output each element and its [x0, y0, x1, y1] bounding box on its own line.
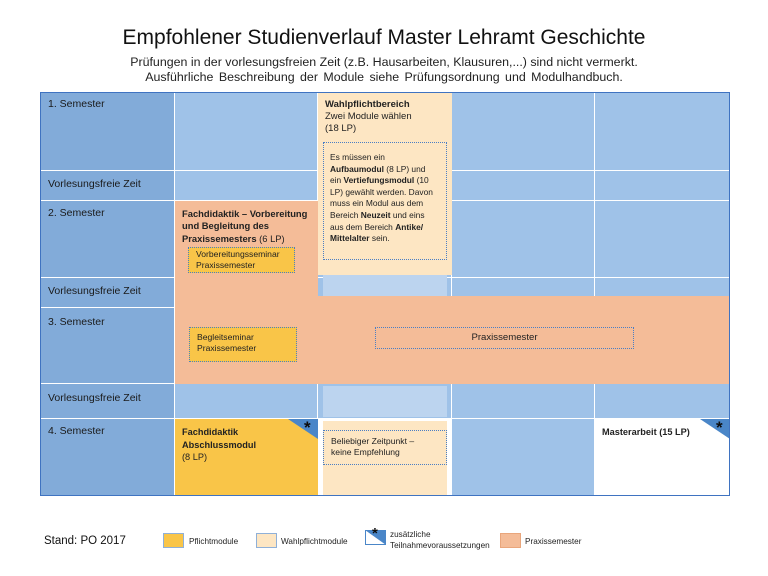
- note-line: LP) gewählt werden. Davon: [330, 186, 433, 197]
- prerequisite-corner-abschluss: [288, 419, 318, 439]
- begleitseminar-label: [197, 332, 256, 354]
- note-line: ein: [330, 175, 344, 186]
- note-line: und eins: [390, 209, 425, 220]
- legend-star-icon: *: [372, 525, 378, 542]
- legend-label-wahl: Wahlpflichtmodule: [281, 537, 348, 546]
- abschlussmodul-label: [182, 426, 256, 464]
- grid-cell: [452, 201, 595, 278]
- grid-cell: [452, 419, 595, 496]
- legend-swatch-praxis: [500, 533, 521, 548]
- legend-swatch-pflicht: [163, 533, 184, 548]
- abschluss-line: Abschlussmodul: [182, 439, 257, 450]
- grid-cell: [595, 384, 730, 419]
- masterarbeit-label: Masterarbeit (15 LP): [602, 427, 690, 437]
- grid-cell: [595, 92, 730, 171]
- wahlpflicht-title: Wahlpflichtbereich: [325, 99, 410, 110]
- fachdidaktik-heading: [182, 208, 307, 245]
- abschluss-line: Fachdidaktik: [182, 427, 239, 437]
- legend-label-praxis: Praxissemester: [525, 537, 582, 546]
- row-label-free3: Vorlesungsfreie Zeit: [48, 392, 141, 404]
- grid-cell: [175, 171, 318, 201]
- grid-cell: [595, 171, 730, 201]
- fd-line: Praxissemesters: [182, 232, 257, 244]
- begl-line: Begleitseminar: [197, 332, 254, 342]
- vorbereitungsseminar-label: [196, 249, 280, 271]
- row-label-free1: Vorlesungsfreie Zeit: [48, 178, 141, 190]
- grid-cell: [175, 92, 318, 171]
- page-title: Empfohlener Studienverlauf Master Lehramt Geschichte: [122, 26, 646, 49]
- note-mittelalter: Mittelalter: [330, 233, 370, 244]
- prerequisite-corner-masterarbeit: [700, 419, 730, 439]
- corner-marker: [288, 419, 318, 439]
- praxissemester-label: Praxissemester: [471, 332, 538, 343]
- legend-label-zusatz-1: zusätzliche: [390, 530, 431, 539]
- vorb-line: Vorbereitungsseminar: [196, 249, 280, 259]
- note-aufbaumodul: Aufbaumodul: [330, 163, 384, 174]
- note-line: Es müssen ein: [330, 152, 385, 162]
- note-line: sein.: [369, 233, 390, 244]
- zeitpunkt-line: Beliebiger Zeitpunkt –: [331, 436, 415, 446]
- row-label-sem1: 1. Semester: [48, 98, 105, 110]
- note-vertiefungsmodul: Vertiefungsmodul: [343, 175, 415, 186]
- study-plan-grid: [40, 92, 730, 496]
- note-line: (8 LP) und: [383, 163, 426, 174]
- abschluss-credits: (8 LP): [182, 452, 208, 462]
- note-line: aus dem Bereich: [330, 221, 396, 232]
- wahlpflicht-heading: [325, 99, 412, 135]
- grid-cell: [595, 201, 730, 278]
- wahlpflicht-note: [330, 152, 433, 245]
- fd-line: Fachdidaktik – Vorbereitung: [182, 208, 308, 219]
- fd-line: und Begleitung des: [182, 220, 269, 232]
- subtitle-line-2: Ausführliche Beschreibung der Module siehe Prüfungsordnung und Modulhandbuch.: [145, 70, 623, 84]
- note-antike: Antike/: [395, 221, 424, 232]
- row-label-sem4: 4. Semester: [48, 425, 105, 437]
- subtitle-line-1: Prüfungen in der vorlesungsfreien Zeit (z.B. Hausarbeiten, Klausuren,...) sind nicht vermerkt.: [130, 55, 638, 69]
- note-line: muss ein Modul aus dem: [330, 198, 424, 209]
- wahlpflicht-column-gap: [323, 275, 447, 296]
- legend-swatch-wahl: [256, 533, 277, 548]
- row-label-sem3: 3. Semester: [48, 316, 105, 328]
- fd-credits: (6 LP): [256, 232, 285, 244]
- zeitpunkt-label: [331, 436, 414, 458]
- grid-cell: [452, 384, 595, 419]
- row-label-sem2: 2. Semester: [48, 207, 105, 219]
- note-line: Bereich: [330, 209, 361, 220]
- stand-label: Stand: PO 2017: [44, 535, 126, 547]
- wahlpflicht-subtitle: Zwei Module wählen: [325, 111, 412, 122]
- prerequisite-star-icon: *: [716, 418, 723, 437]
- corner-marker: [700, 419, 730, 439]
- wahlpflicht-credits: (18 LP): [325, 123, 357, 134]
- note-line: (10: [414, 175, 429, 186]
- wahlpflicht-slot-free3: [323, 386, 447, 417]
- grid-cell: [452, 171, 595, 201]
- note-neuzeit: Neuzeit: [360, 209, 391, 220]
- grid-cell: [452, 92, 595, 171]
- legend-label-zusatz-2: Teilnahmevoraussetzungen: [390, 541, 490, 550]
- begl-line: Praxissemester: [197, 343, 257, 353]
- legend-label-pflicht: Pflichtmodule: [189, 537, 239, 546]
- vorb-line: Praxissemester: [196, 260, 256, 270]
- prerequisite-star-icon: *: [304, 418, 311, 437]
- grid-cell: [175, 384, 318, 419]
- zeitpunkt-line: keine Empfehlung: [331, 447, 400, 457]
- row-label-free2: Vorlesungsfreie Zeit: [48, 285, 141, 297]
